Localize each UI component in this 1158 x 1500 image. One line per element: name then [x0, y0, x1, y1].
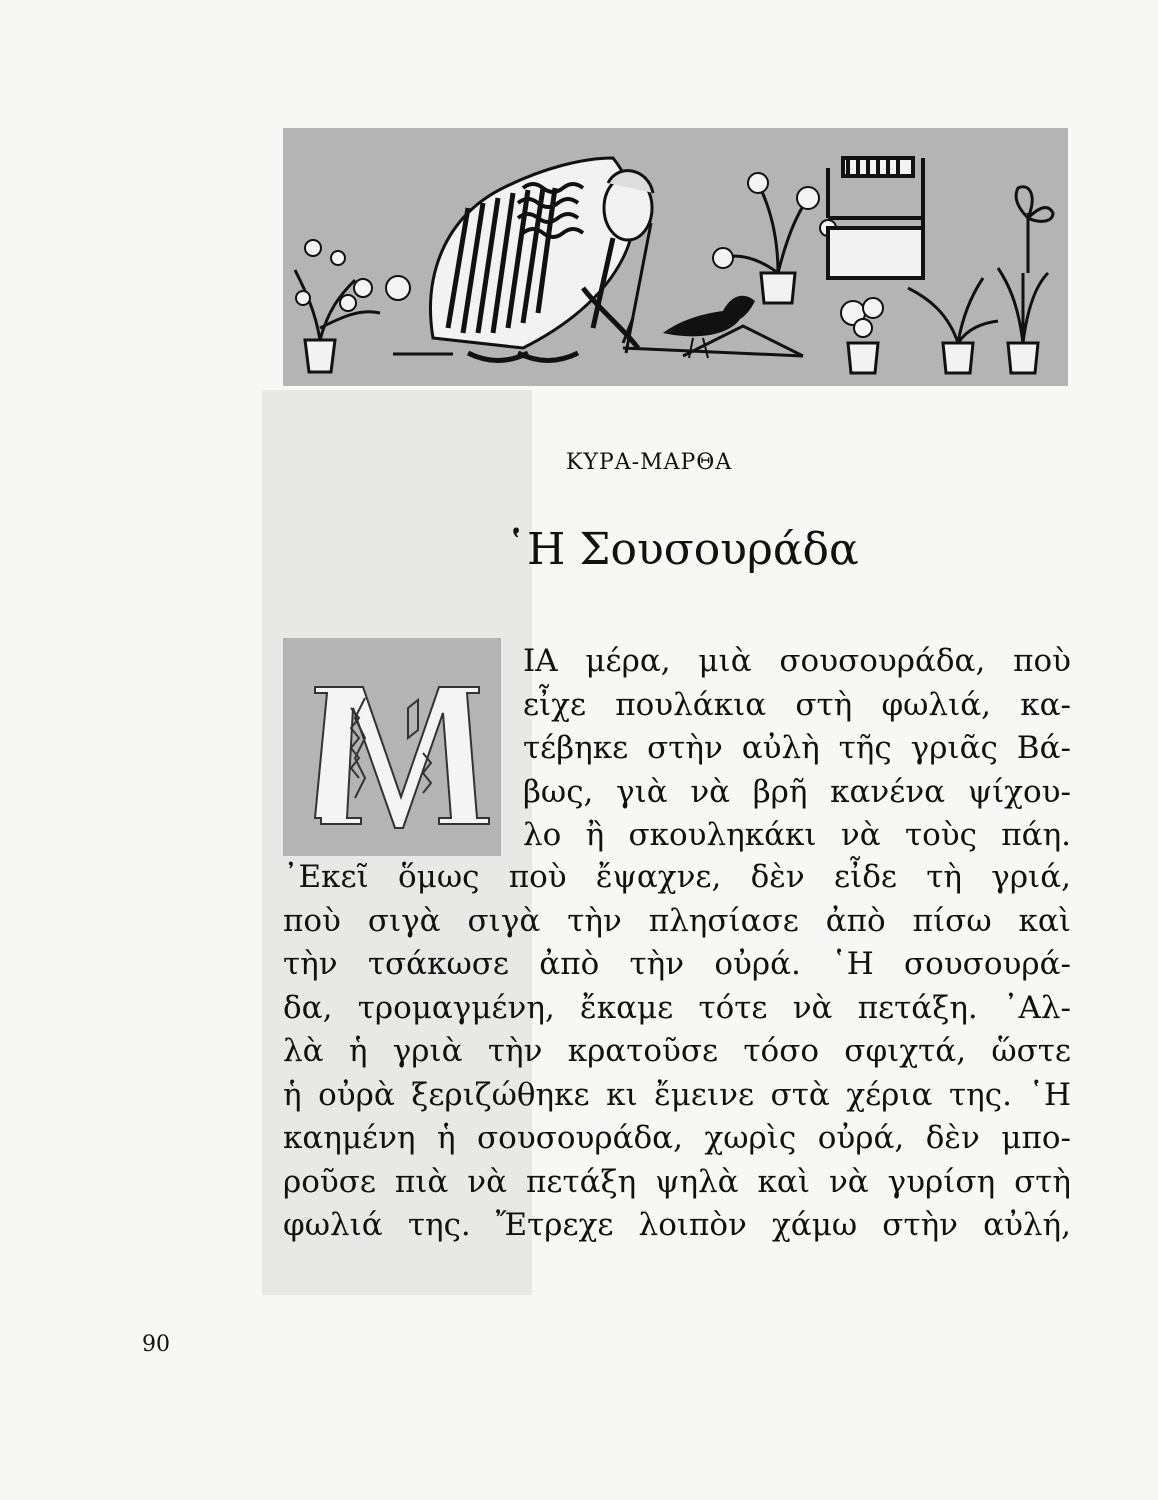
page-number: 90 [142, 1332, 170, 1357]
text-line: λὰ ἡ γριὰ τὴν κρατοῦσε τόσο σφιχτά, ὥστε [283, 1033, 1071, 1069]
text-line: λο ἢ σκουληκάκι νὰ τοὺς πάη. [523, 817, 1071, 853]
story-body [283, 856, 1071, 1248]
drop-cap [283, 638, 501, 856]
header-illustration [283, 128, 1068, 386]
story-title: ῾Η Σουσουράδα [505, 524, 859, 575]
text-line: εἶχε πουλάκια στὴ φωλιά, κα- [523, 686, 1071, 723]
text-line: ποὺ σιγὰ σιγὰ τὴν πλησίασε ἀπὸ πίσω καὶ [283, 902, 1071, 939]
drop-cap-letter: M [283, 638, 285, 639]
first-paragraph-lines [523, 640, 1071, 858]
old-woman-catching-bird-illustration [283, 128, 1068, 386]
decorated-initial-m-icon [283, 638, 501, 856]
text-line: ΙΑ μέρα, μιὰ σουσουράδα, ποὺ [523, 643, 1071, 679]
text-line: δα, τρομαγμένη, ἔκαμε τότε νὰ πετάξη. ᾿Αλ- [283, 989, 1071, 1026]
text-line: φωλιά της. Ἔτρεχε λοιπὸν χάμω στὴν αὐλή, [283, 1207, 1071, 1243]
text-line: τὴν τσάκωσε ἀπὸ τὴν οὐρά. ῾Η σουσουρά- [283, 946, 1071, 982]
text-line: καημένη ἡ σουσουράδα, χωρὶς οὐρά, δὲν μπο- [283, 1120, 1071, 1156]
text-line: ροῦσε πιὰ νὰ πετάξη ψηλὰ καὶ νὰ γυρίση στὴ [283, 1163, 1071, 1200]
author-heading: ΚΥΡΑ-ΜΑΡΘΑ [566, 450, 733, 475]
text-line: ἡ οὐρὰ ξεριζώθηκε κι ἔμεινε στὰ χέρια της. ῾Η [283, 1076, 1071, 1113]
text-line: ᾿Εκεῖ ὅμως ποὺ ἔψαχνε, δὲν εἶδε τὴ γριά, [283, 859, 1071, 895]
text-line: βως, γιὰ νὰ βρῆ κανένα ψίχου- [523, 773, 1071, 810]
text-line: τέβηκε στὴν αὐλὴ τῆς γριᾶς Βά- [523, 730, 1071, 766]
